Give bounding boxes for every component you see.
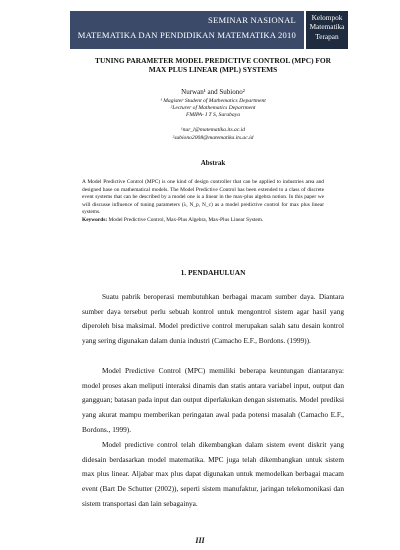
group-label-line: Kelompok — [311, 13, 343, 22]
body-paragraph: Model predictive control telah dikembangkan dalam sistem event diskrit yang didesain berdasarkan model matematika. MPC juga telah dikembangkan untuk sistem max plus linear. Aljabar max plus dapat digunakan untuk memodelkan berbagai macam event (Bart De Schutter (2002)), seperti sistem manufaktur, jaringan telekomonikasi dan sistem transportasi dan lain sebagainya. — [82, 440, 344, 508]
seminar-subtitle: MATEMATIKA DAN PENDIDIKAN MATEMATIKA 2010 — [77, 30, 296, 40]
keywords-text: Model Predictive Control, Max-Plus Algebra, Max-Plus Linear System. — [107, 216, 264, 223]
abstract-heading: Abstrak — [200, 159, 226, 167]
group-label-box — [306, 11, 348, 49]
abstract-text: A Model Predictive Control (MPC) is one kind of design controller that can be applied to industries area and designed base on mathematical models. The Model Predictive Control has been extended to a class of discrete event systems that can be described by a model one is a linear in the max-plus algebra notion. In this paper we will discusse influence of tuning parameters (λ, N_p, N_c) as a model predictive control for max plus linear systems. — [82, 179, 324, 216]
abstract-body — [82, 179, 324, 225]
group-label-line: Matematika — [309, 22, 345, 32]
affiliation-line: ¹ Magister Student of Mathematics Department — [160, 98, 266, 104]
authors: Nurwan¹ and Subiono² — [181, 88, 245, 96]
email-line: ¹nur_l@matematika.its.ac.id — [180, 127, 246, 133]
group-label-line: Terapan — [315, 31, 339, 41]
body-paragraph: Suatu pabrik beroperasi membutuhkan berbagai macam sumber daya. Diantara sumber daya tersebut perlu sebuah kontrol untuk mengontrol sistem agar hasil yang diperoleh bisa maksimal. Model predictive control merupakan salah satu desain kontrol yang sering digunakan dalam dunia industri (Camacho E.F., Bordons. (1999)). — [82, 292, 344, 346]
title-line: MAX PLUS LINEAR (MPL) SYSTEMS — [148, 65, 278, 75]
email-line: ²subiono2008@matematika.its.ac.id — [172, 135, 254, 141]
paper-title — [80, 56, 346, 74]
keywords-label: Keywords: — [82, 216, 108, 223]
affiliation-line: FMIPA- I T S, Surabaya — [185, 112, 241, 118]
title-line: TUNING PARAMETER MODEL PREDICTIVE CONTROL (MPC) FOR — [95, 56, 331, 65]
affiliation-line: ²Lecturer of Mathematics Department — [170, 105, 256, 111]
body-paragraph: Model Predictive Control (MPC) memiliki beberapa keuntungan diantaranya: model proses akan meliputi interaksi dinamis dan statis antara variabel input, output dan gangguan; batasan pada input dan output diperlakukan dengan sistematis. Model prediksi yang akurat mampu memberikan peringatan awal pada potensi masalah (Camacho E.F., Bordons., 1999). — [82, 366, 344, 434]
page-number: III — [195, 536, 205, 545]
seminar-name: SEMINAR NASIONAL — [208, 15, 296, 25]
section-heading: 1. PENDAHULUAN — [180, 268, 246, 277]
seminar-header-bar — [70, 11, 304, 49]
